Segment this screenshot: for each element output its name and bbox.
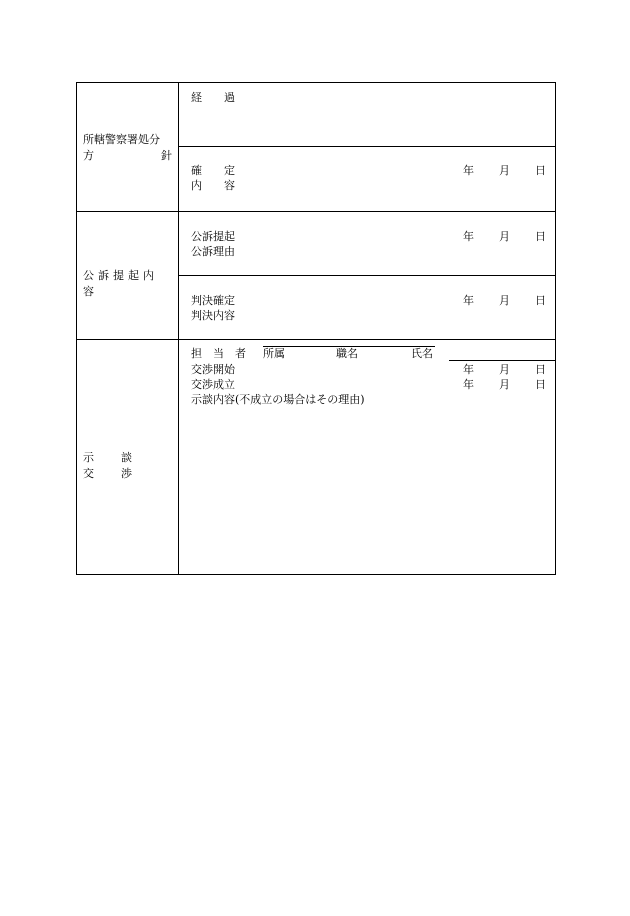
naiyo-label: 内 容 bbox=[191, 179, 235, 192]
date-year: 年 bbox=[463, 363, 474, 376]
shokumei-label: 職名 bbox=[336, 347, 358, 360]
date-month: 月 bbox=[499, 230, 510, 243]
date-year: 年 bbox=[463, 294, 474, 307]
tanto-label: 担 当 者 bbox=[191, 347, 246, 360]
kouso-riyu-label: 公訴理由 bbox=[191, 245, 235, 258]
form-table bbox=[76, 82, 556, 575]
date-day: 日 bbox=[535, 363, 546, 376]
date-month: 月 bbox=[499, 378, 510, 391]
section-prosecution bbox=[77, 211, 555, 339]
kosho-seiritsu-label: 交渉成立 bbox=[191, 378, 235, 391]
divider bbox=[179, 275, 555, 276]
date-month: 月 bbox=[499, 164, 510, 177]
date-day: 日 bbox=[535, 294, 546, 307]
kakutei-label: 確 定 bbox=[191, 164, 235, 177]
shozoku-label: 所属 bbox=[263, 347, 285, 360]
divider bbox=[179, 146, 555, 147]
hanketsu-naiyo-label: 判決内容 bbox=[191, 309, 235, 322]
label-line2-left: 方 bbox=[83, 149, 94, 162]
date-year: 年 bbox=[463, 164, 474, 177]
section-settlement bbox=[77, 339, 555, 576]
date-month: 月 bbox=[499, 294, 510, 307]
jidan-naiyo-label: 示談内容(不成立の場合はその理由) bbox=[191, 393, 365, 406]
date-year: 年 bbox=[463, 230, 474, 243]
label-line1: 所轄警察署処分 bbox=[83, 133, 160, 146]
section-label-settlement: 示 談 交 渉 bbox=[83, 451, 159, 480]
hanketsu-kakutei-label: 判決確定 bbox=[191, 294, 235, 307]
date-year: 年 bbox=[463, 378, 474, 391]
section-label-police bbox=[77, 132, 178, 164]
date-month: 月 bbox=[499, 363, 510, 376]
section-label-prosecution: 公訴提起内容 bbox=[83, 269, 158, 298]
date-day: 日 bbox=[535, 378, 546, 391]
date-day: 日 bbox=[535, 164, 546, 177]
divider-right bbox=[449, 360, 555, 361]
date-day: 日 bbox=[535, 230, 546, 243]
label-line2-right: 針 bbox=[161, 149, 172, 162]
kouso-teiki-label: 公訴提起 bbox=[191, 230, 235, 243]
shimei-label: 氏名 bbox=[411, 347, 433, 360]
keika-label: 経 過 bbox=[191, 91, 235, 104]
kosho-kaishi-label: 交渉開始 bbox=[191, 363, 235, 376]
section-police-disposal bbox=[77, 83, 555, 211]
